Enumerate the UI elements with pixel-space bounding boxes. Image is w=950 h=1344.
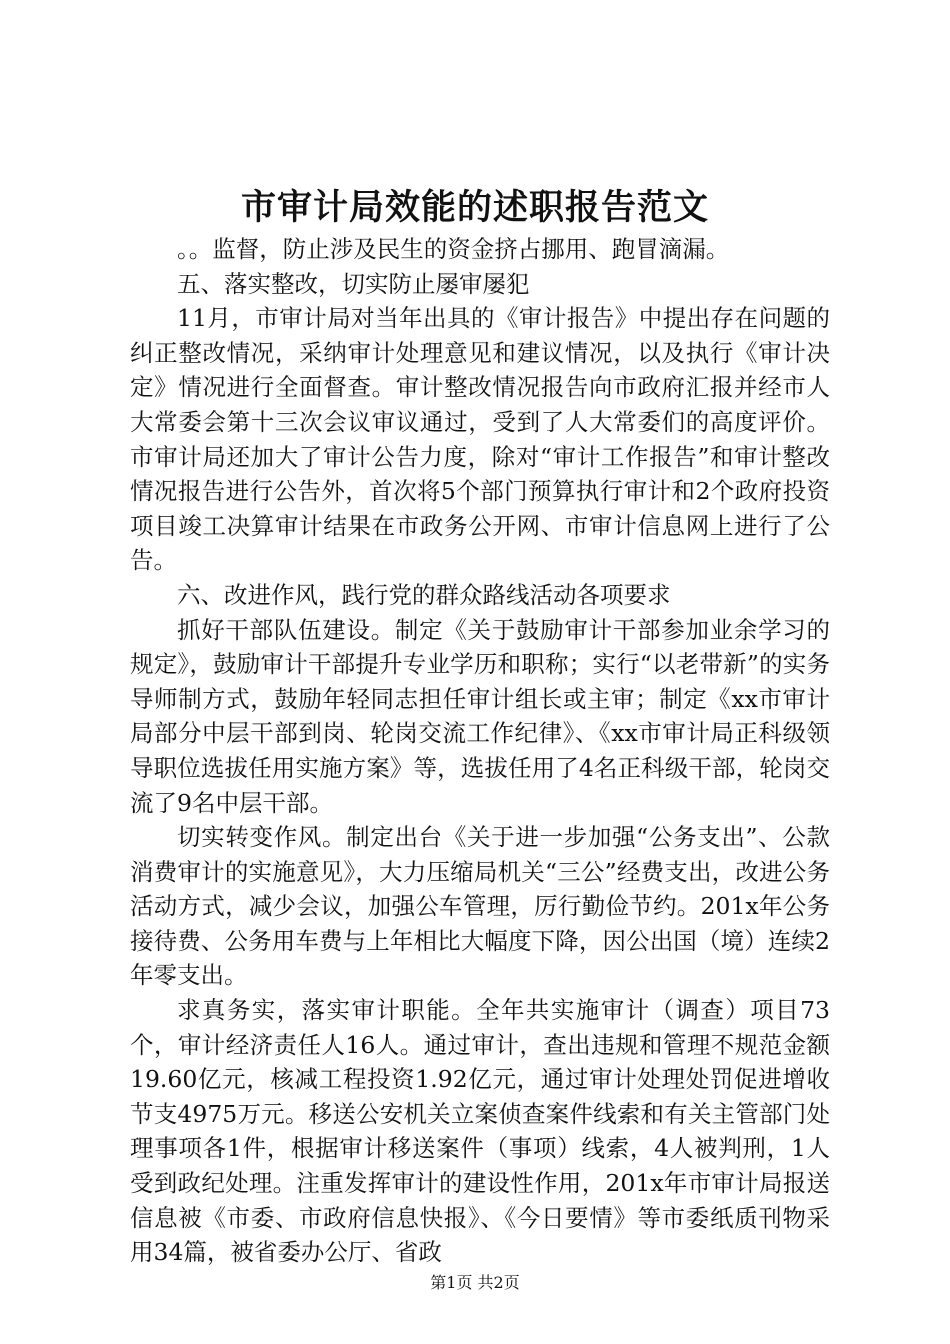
paragraph-3: 11月，市审计局对当年出具的《审计报告》中提出存在问题的纠正整改情况，采纳审计处理意见和建议情况，以及执行《审计决定》情况进行全面督查。审计整改情况报告向市政府汇报并经市人大常委会第十三次会议审议通过，受到了人大常委们的高度评价。市审计局还加大了审计公告力度，除对“审计工作报告”和审计整改情况报告进行公告外，首次将5个部门预算执行审计和2个政府投资项目竣工决算审计结果在市政务公开网、市审计信息网上进行了公告。 [130,304,830,575]
paragraph-5: 抓好干部队伍建设。制定《关于鼓励审计干部参加业余学习的规定》，鼓励审计干部提升专业学历和职称；实行“以老带新”的实务导师制方式，鼓励年轻同志担任审计组长或主审；制定《xx市审计局部分中层干部到岗、轮岗交流工作纪律》、《xx市审计局正科级领导职位选拔任用实施方案》等，选拔任用了4名正科级干部，轮岗交流了9名中层干部。 [130,615,830,817]
document-title: 市审计局效能的述职报告范文 [240,187,709,228]
paragraph-7: 求真务实，落实审计职能。全年共实施审计（调查）项目73个，审计经济责任人16人。通过审计，查出违规和管理不规范金额19.60亿元，核减工程投资1.92亿元，通过审计处理处罚促进增收节支4975万元。移送公安机关立案侦查案件线索和有关主管部门处理事项各1件，根据审计移送案件（事项）线索，4人被判刑，1人受到政纪处理。注重发挥审计的建设性作用，201x年市审计局报送信息被《市委、市政府信息快报》、《今日要情》等市委纸质刊物采用34篇，被省委办公厅、省政 [130,996,830,1267]
paragraph-1: 。。监督，防止涉及民生的资金挤占挪用、跑冒滴漏。 [177,235,730,263]
section-heading-5: 五、落实整改，切实防止屡审屡犯 [177,269,530,298]
page-number-footer: 第1页 共2页 [430,1273,520,1292]
document-body [130,232,830,1270]
paragraph-6: 切实转变作风。制定出台《关于进一步加强“公务支出”、公款消费审计的实施意见》，大力压缩局机关“三公”经费支出，改进公务活动方式，减少会议，加强公车管理，厉行勤俭节约。201x年公务接待费、公务用车费与上年相比大幅度下降，因公出国（境）连续2年零支出。 [130,823,830,990]
section-heading-6: 六、改进作风，践行党的群众路线活动各项要求 [177,580,671,609]
